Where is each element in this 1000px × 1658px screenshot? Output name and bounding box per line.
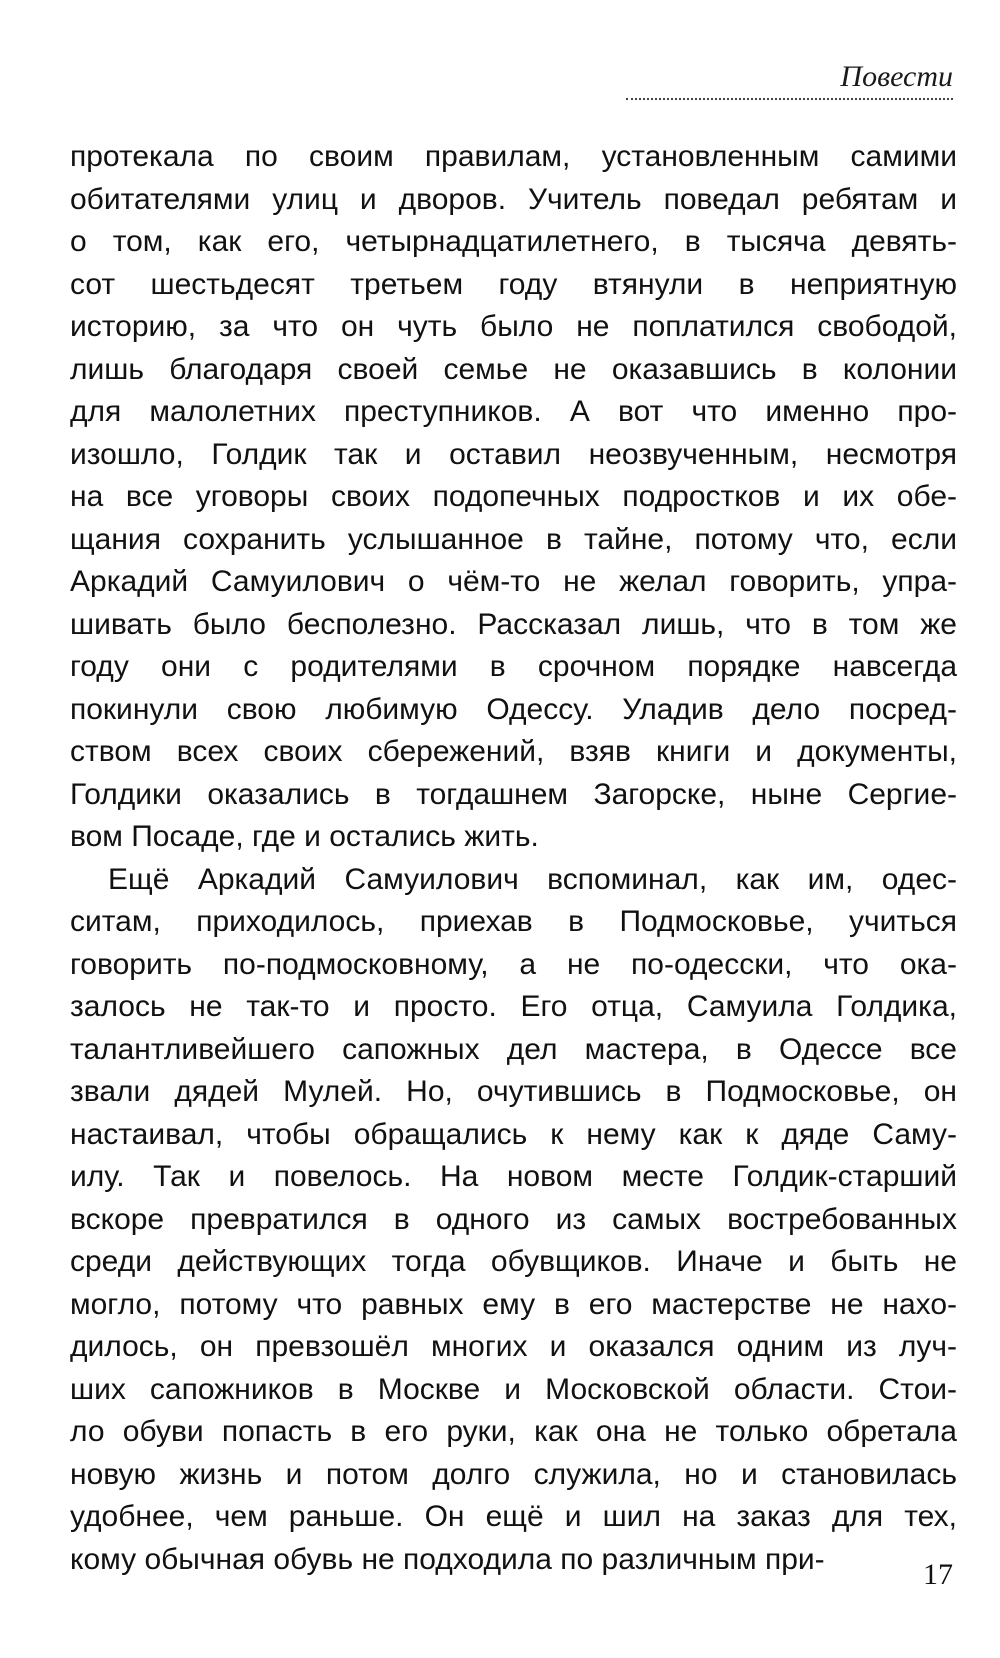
text-line: вскоре превратился в одного из самых востребованных: [70, 1202, 957, 1236]
text-line: новую жизнь и потом долго служила, но и становилась: [70, 1457, 957, 1491]
text-line: могло, потому что равных ему в его мастерстве не нахо-: [70, 1287, 957, 1321]
text-line: ло обуви попасть в его руки, как она не только обретала: [70, 1415, 957, 1448]
text-line: шивать было бесполезно. Рассказал лишь, что в том же: [70, 607, 957, 641]
text-line: талантливейшего сапожных дел мастера, в Одессе все: [70, 1032, 957, 1066]
text-line: дилось, он превзошёл многих и оказался одним из луч-: [70, 1330, 957, 1363]
text-line: Ещё Аркадий Самуилович вспоминал, как им, одес-: [108, 862, 957, 896]
body-text: [70, 136, 957, 1581]
text-line: изошло, Голдик так и оставил неозвученным, несмотря: [70, 437, 957, 471]
text-line: на все уговоры своих подопечных подростков и их обе-: [70, 480, 957, 513]
text-line: ством всех своих сбережений, взяв книги и документы,: [70, 735, 957, 768]
text-line: сот шестьдесят третьем году втянули в неприятную: [70, 267, 957, 301]
text-line: Аркадий Самуилович о чём-то не желал говорить, упра-: [70, 565, 957, 598]
text-line: звали дядей Мулей. Но, очутившись в Подмосковье, он: [70, 1075, 957, 1108]
text-line: залось не так-то и просто. Его отца, Самуила Голдика,: [70, 990, 957, 1023]
text-line: вом Посаде, где и остались жить.: [70, 820, 539, 853]
text-line: протекала по своим правилам, установленным самими: [70, 140, 957, 173]
text-line: среди действующих тогда обувщиков. Иначе и быть не: [70, 1245, 957, 1278]
text-line: обитателями улиц и дворов. Учитель поведал ребятам и: [70, 182, 957, 216]
text-line: историю, за что он чуть было не поплатился свободой,: [70, 310, 957, 343]
page-number: 17: [923, 1558, 953, 1591]
paragraph: [70, 859, 957, 1582]
text-line: для малолетних преступников. А вот что именно про-: [70, 395, 957, 428]
text-line: Голдики оказались в тогдашнем Загорске, ныне Сергие-: [70, 777, 957, 811]
text-line: илу. Так и повелось. На новом месте Голдик-старший: [70, 1160, 957, 1193]
text-line: году они с родителями в срочном порядке навсегда: [70, 650, 957, 683]
text-line: удобнее, чем раньше. Он ещё и шил на заказ для тех,: [70, 1500, 957, 1533]
text-line: лишь благодаря своей семье не оказавшись в колонии: [70, 352, 957, 386]
text-line: ситам, приходилось, приехав в Подмосковье, учиться: [70, 905, 957, 938]
text-line: ших сапожников в Москве и Московской области. Стои-: [70, 1372, 957, 1406]
header-dotted-rule: [626, 98, 953, 100]
text-line: щания сохранить услышанное в тайне, потому что, если: [70, 522, 957, 556]
text-line: говорить по-подмосковному, а не по-одесски, что ока-: [70, 947, 957, 981]
text-line: кому обычная обувь не подходила по различным при-: [70, 1542, 825, 1576]
text-line: покинули свою любимую Одессу. Уладив дело посред-: [70, 692, 957, 726]
text-line: настаивал, чтобы обращались к нему как к дяде Саму-: [70, 1117, 957, 1151]
text-line: о том, как его, четырнадцатилетнего, в тысяча девять-: [70, 225, 957, 258]
paragraph: [70, 136, 957, 859]
running-head-title: Повести: [840, 60, 953, 93]
